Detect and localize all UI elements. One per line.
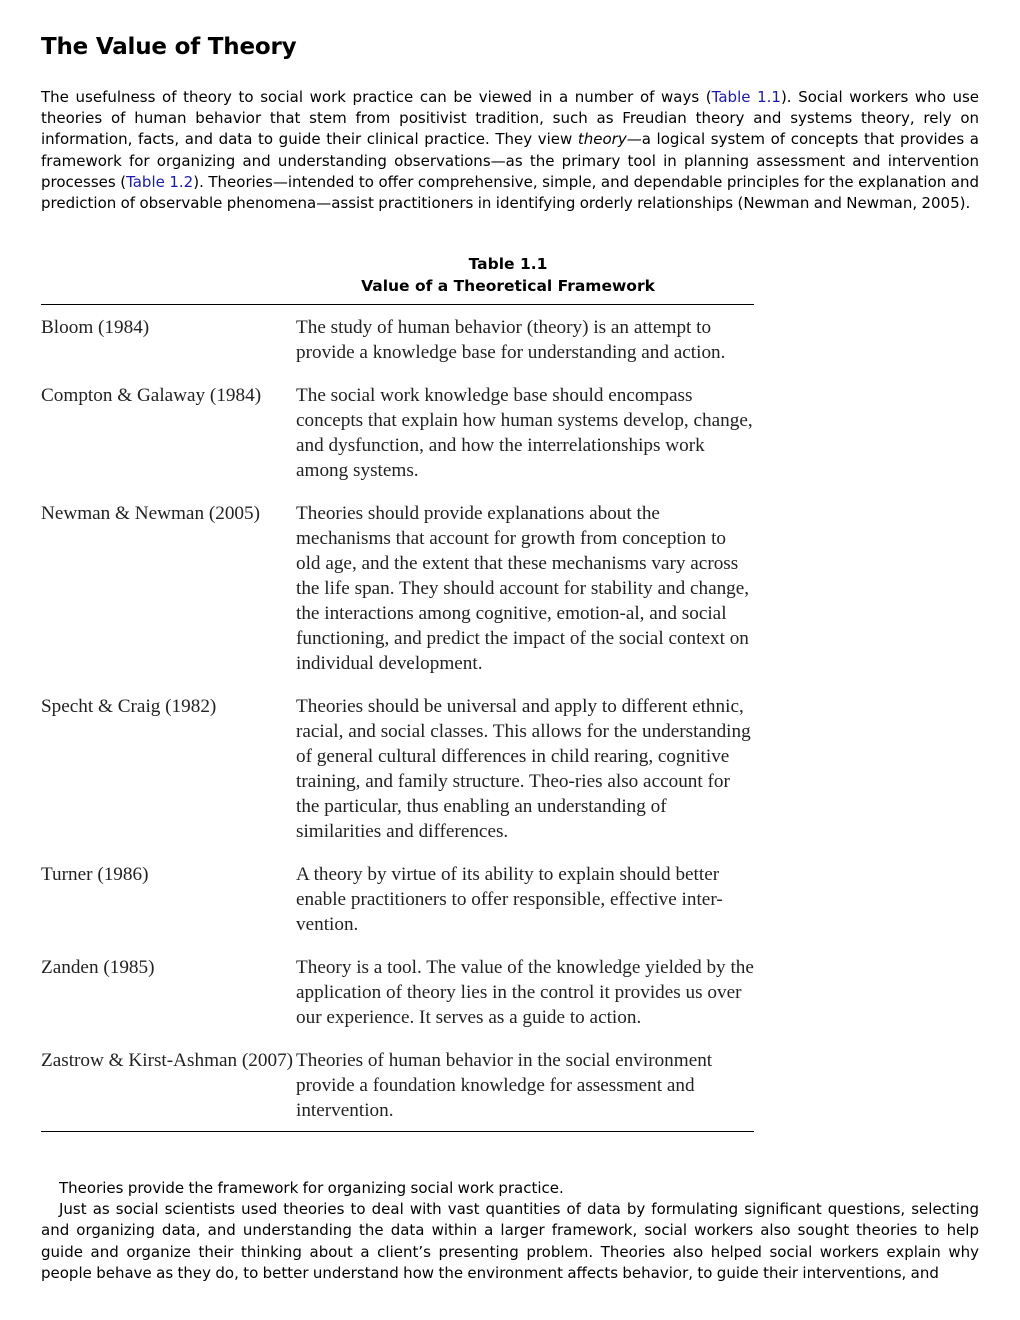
row-author: Compton & Galaway (1984) [41, 385, 262, 406]
table-bottom-rule [41, 1131, 754, 1132]
table-caption [41, 254, 975, 297]
row-description: Theories of human behavior in the social environment provide a foundation knowledge for assessment and intervention. [296, 1050, 713, 1121]
section-heading: The Value of Theory [41, 34, 297, 60]
figure-caption-line: Theories provide the framework for organizing social work practice. [59, 1179, 564, 1197]
table-row [41, 315, 754, 383]
row-description: A theory by virtue of its ability to explain should better enable practitioners to offer responsible, effective inter-vention. [296, 864, 723, 935]
body-paragraph: Just as social scientists used theories to deal with vast quantities of data by formulating significant questions, selecting and organizing data, and understanding the data within a larger framework, social workers also sought theories to help guide and organize their thinking about a client’s presenting problem. Theories also helped social workers explain why people behave as they do, to better understand how the environment affects behavior, to guide their interventions, and [41, 1200, 979, 1282]
table-1-1-link[interactable]: Table 1.1 [711, 88, 781, 106]
row-description: Theory is a tool. The value of the knowledge yielded by the application of theory lies in the control it provides us over our experience. It serves as a guide to action. [296, 957, 754, 1028]
row-author: Bloom (1984) [41, 317, 150, 338]
row-author: Newman & Newman (2005) [41, 503, 260, 524]
intro-text-3: —a logical system of concepts that provides a framework for organizing and understanding observations—as the primary tool in planning assessment and intervention processes ( [41, 130, 979, 191]
table-row [41, 955, 754, 1048]
table-1-2-link[interactable]: Table 1.2 [126, 172, 194, 191]
row-description: Theories should provide explanations about the mechanisms that account for growth from conception to old age, and the extent that these mechanisms vary across the life span. They should account for stability and change, the interactions among cognitive, emotion-al, and social functioning, and predict the impact of the social context on individual development. [296, 503, 750, 674]
table-top-rule [41, 304, 754, 305]
framework-table [41, 315, 754, 1123]
intro-text-1: The usefulness of theory to social work practice can be viewed in a number of ways ( [41, 88, 712, 106]
intro-paragraph [41, 87, 979, 214]
row-author: Zastrow & Kirst-Ashman (2007) [41, 1050, 294, 1071]
table-row [41, 383, 754, 501]
after-table-text [41, 1178, 979, 1284]
row-author: Specht & Craig (1982) [41, 696, 217, 717]
table-number: Table 1.1 [468, 255, 548, 273]
table-title: Value of a Theoretical Framework [361, 276, 655, 295]
intro-text-4: ). Theories—intended to offer comprehensive, simple, and dependable principles for the explanation and prediction of observable phenomena—assist practitioners in identifying orderly relationships (Newman and Newman, 2005). [41, 172, 980, 213]
table-row [41, 1048, 754, 1123]
table-row [41, 501, 754, 694]
row-description: The social work knowledge base should encompass concepts that explain how human systems develop, change, and dysfunction, and how the interrelationships work among systems. [296, 385, 753, 481]
table-row [41, 694, 754, 862]
table-container [41, 304, 754, 1132]
theory-term: theory [577, 130, 627, 149]
row-author: Turner (1986) [41, 864, 149, 885]
row-description: The study of human behavior (theory) is an attempt to provide a knowledge base for understanding and action. [296, 317, 726, 363]
table-row [41, 862, 754, 955]
row-author: Zanden (1985) [41, 957, 155, 978]
intro-text-2: ). Social workers who use theories of human behavior that stem from positivist tradition, such as Freudian theory and systems theory, rely on information, facts, and data to guide their clinical practice. They view [41, 88, 980, 149]
row-description: Theories should be universal and apply to different ethnic, racial, and social classes. This allows for the understanding of general cultural differences in child rearing, cognitive training, and family structure. Theo-ries also account for the particular, thus enabling an understanding of similarities and differences. [296, 696, 751, 842]
